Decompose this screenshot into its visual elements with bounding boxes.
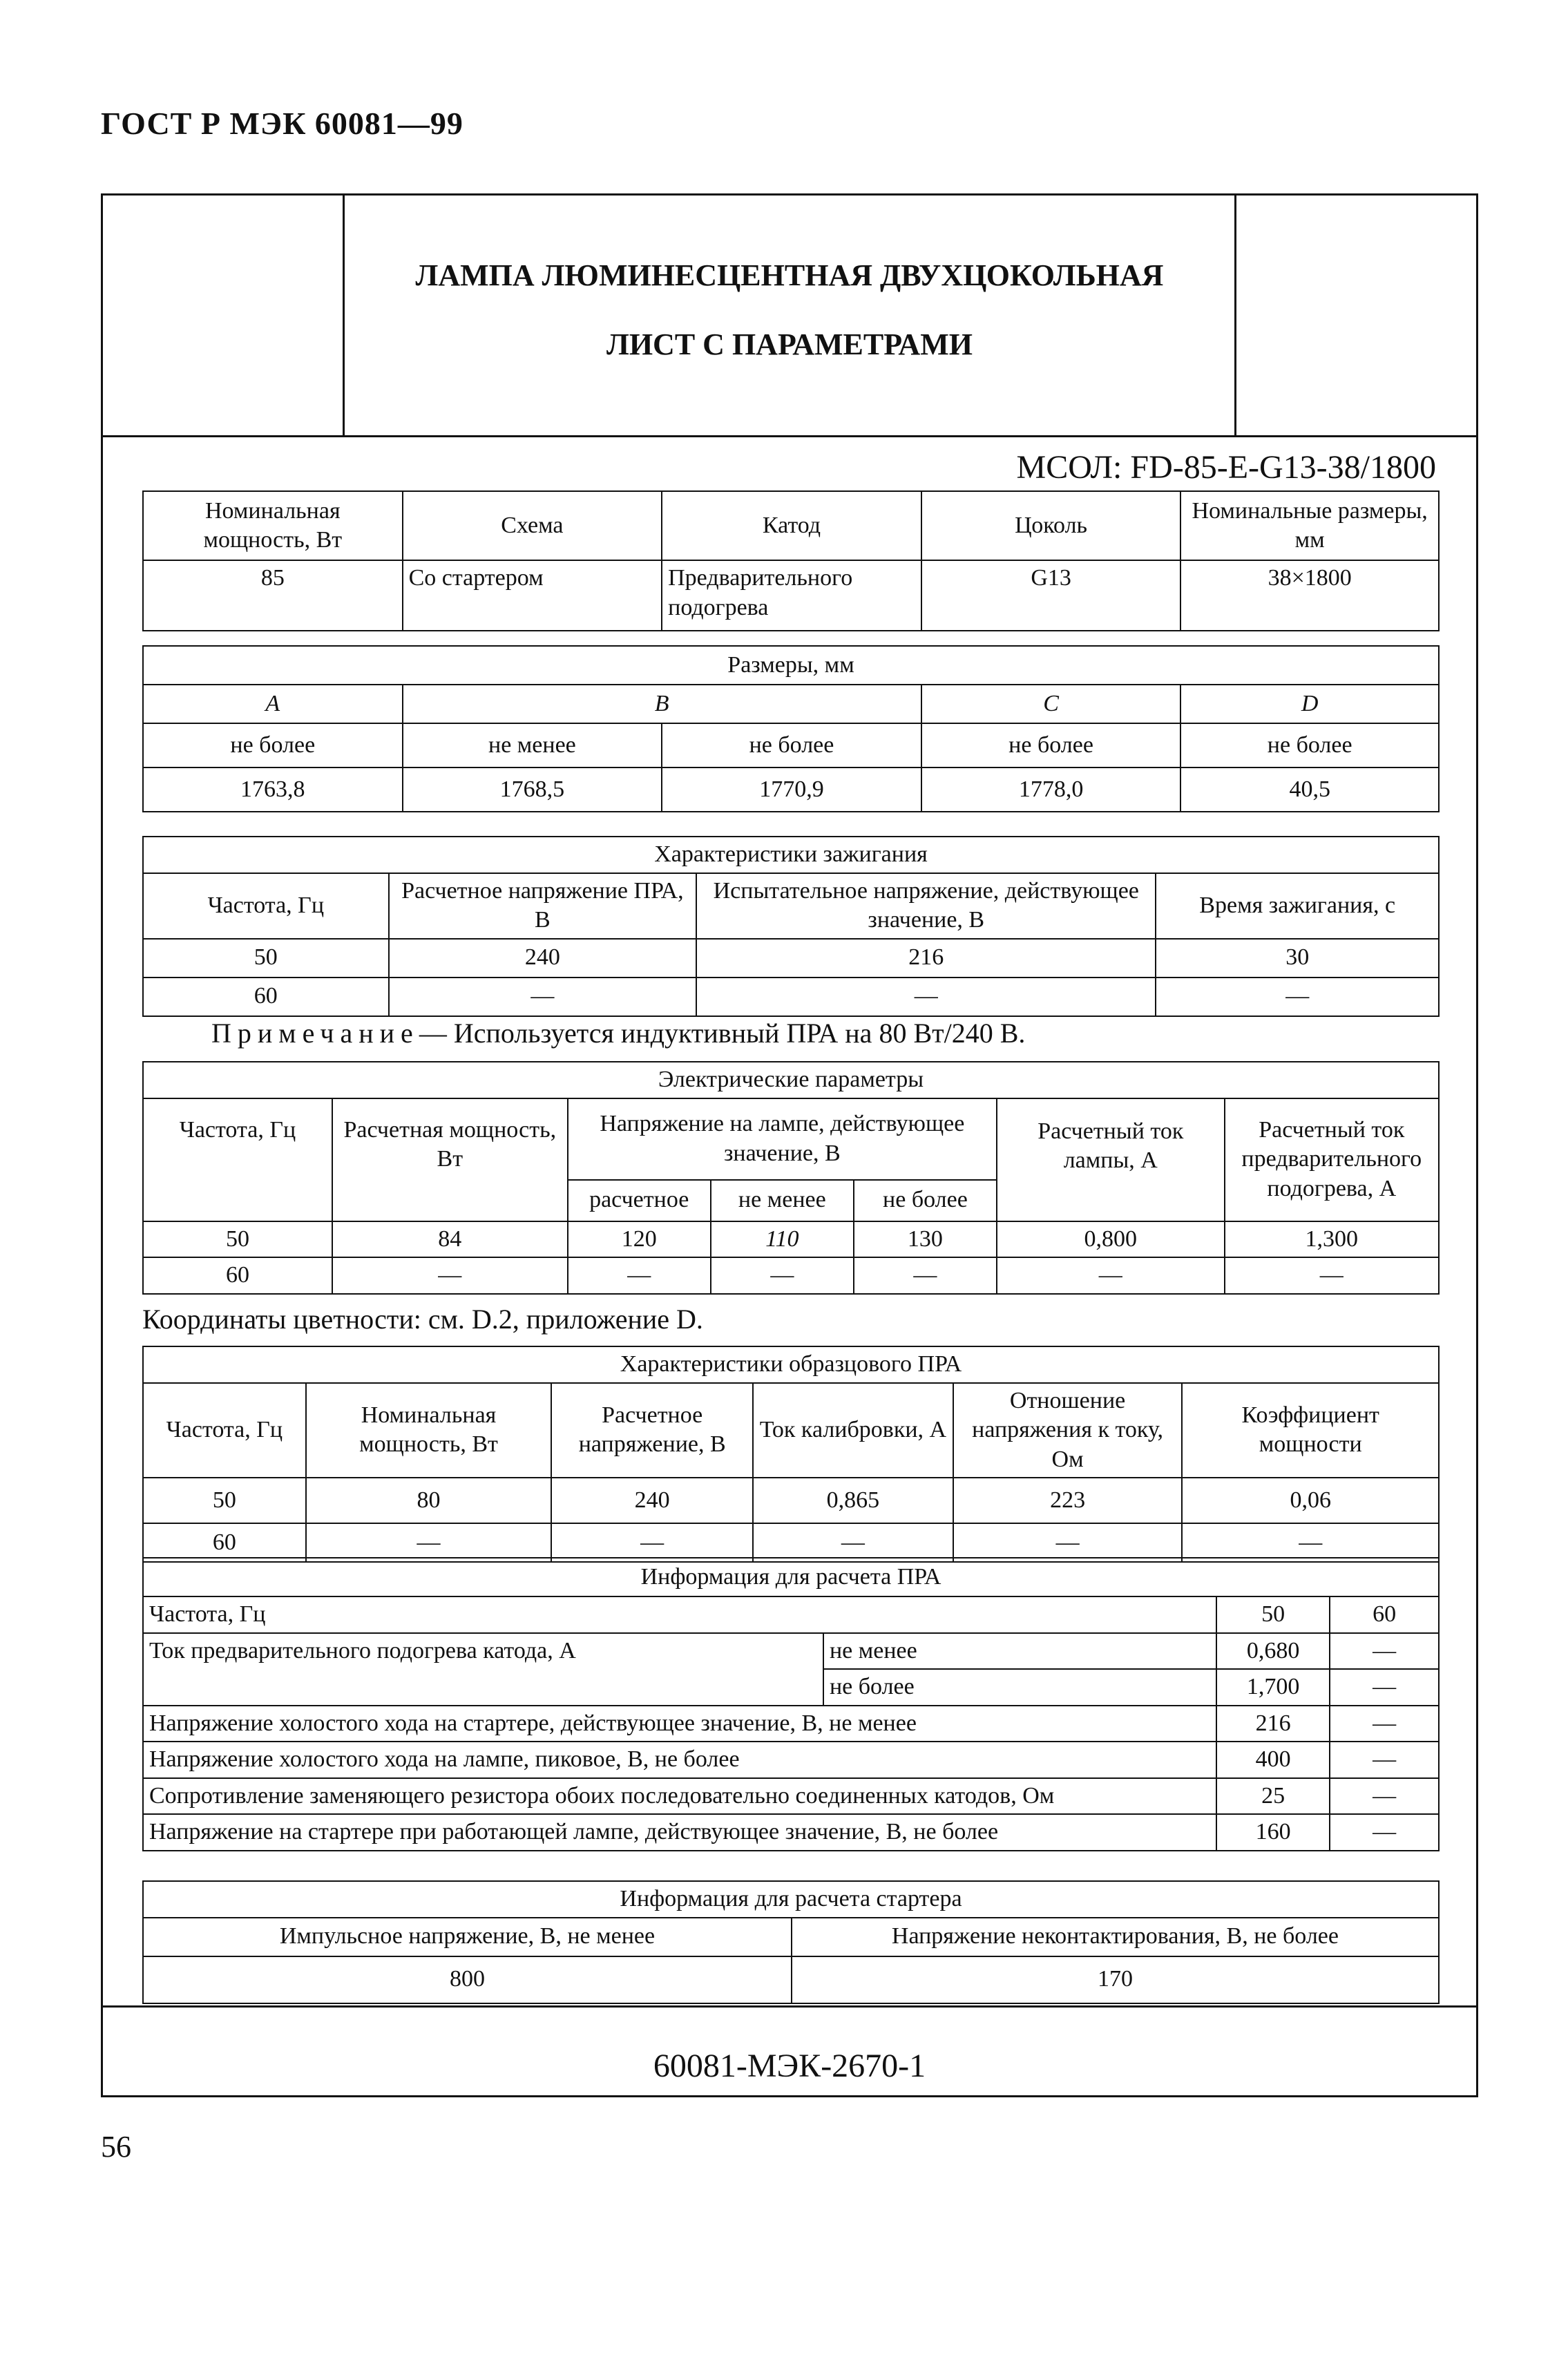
ballast-info-label: Ток предварительного подогрева катода, А — [143, 1633, 823, 1706]
ignition-cell: 216 — [696, 939, 1156, 978]
dimension-limit: не более — [143, 723, 403, 767]
electrical-cell: — — [332, 1257, 568, 1294]
electrical-subheader-cell: не более — [854, 1180, 997, 1221]
ballast-info-sublabel: не менее — [823, 1633, 1216, 1670]
dimension-value: 40,5 — [1180, 767, 1439, 812]
note-text: — Используется индуктивный ПРА на 80 Вт/240 В. — [419, 1018, 1026, 1049]
main-value-cell: 85 — [143, 560, 403, 631]
electrical-cell: 120 — [568, 1221, 711, 1258]
ballast-info-label: Частота, Гц — [143, 1596, 1216, 1633]
dimension-limit: не менее — [403, 723, 662, 767]
electrical-cell: — — [854, 1257, 997, 1294]
starter-info-header-cell: Напряжение неконтактирования, В, не более — [792, 1918, 1439, 1956]
ballast-info-label: Напряжение на стартере при работающей лампе, действующее значение, В, не более — [143, 1814, 1216, 1851]
note-label: Примечание — [211, 1018, 419, 1049]
reference-ballast-cell: — — [306, 1523, 552, 1562]
reference-ballast-cell: 50 — [143, 1478, 306, 1523]
reference-ballast-title: Характеристики образцового ПРА — [143, 1346, 1439, 1383]
ignition-cell: — — [696, 978, 1156, 1016]
title-block — [103, 196, 1476, 437]
dimension-letter: B — [403, 685, 921, 723]
dimension-limit: не более — [662, 723, 921, 767]
starter-info-value: 800 — [143, 1956, 792, 2003]
electrical-cell: — — [1225, 1257, 1439, 1294]
document-header: ГОСТ Р МЭК 60081—99 — [101, 106, 463, 141]
reference-ballast-header-cell: Номинальная мощность, Вт — [306, 1383, 552, 1478]
starter-info-value: 170 — [792, 1956, 1439, 2003]
main-value-cell: G13 — [921, 560, 1180, 631]
ignition-header-cell: Испытательное напряжение, действующее значение, В — [696, 873, 1156, 939]
dimension-letter: A — [143, 685, 403, 723]
electrical-header-cell: Расчетный ток предварительного подогрева, А — [1225, 1098, 1439, 1221]
ballast-info-value: 1,700 — [1216, 1669, 1330, 1706]
dimension-value: 1768,5 — [403, 767, 662, 812]
electrical-cell: 0,800 — [997, 1221, 1225, 1258]
main-header-cell: Катод — [662, 491, 921, 560]
reference-ballast-cell: 0,06 — [1182, 1478, 1439, 1523]
sheet-title: ЛАМПА ЛЮМИНЕСЦЕНТНАЯ ДВУХЦОКОЛЬНАЯ — [415, 258, 1164, 292]
electrical-header-cell: Напряжение на лампе, действующее значение, В — [568, 1098, 997, 1180]
ignition-header-cell: Расчетное напряжение ПРА, В — [389, 873, 697, 939]
dimensions-table — [142, 645, 1440, 812]
dimensions-title: Размеры, мм — [143, 646, 1439, 685]
ballast-info-value: — — [1330, 1778, 1439, 1815]
electrical-cell: 110 — [711, 1221, 854, 1258]
electrical-cell: 50 — [143, 1221, 332, 1258]
ballast-info-label: Сопротивление заменяющего резистора обоих последовательно соединенных катодов, Ом — [143, 1778, 1216, 1815]
ballast-info-value: — — [1330, 1814, 1439, 1851]
reference-ballast-header-cell: Коэффициент мощности — [1182, 1383, 1439, 1478]
ignition-header-cell: Частота, Гц — [143, 873, 389, 939]
reference-ballast-cell: 80 — [306, 1478, 552, 1523]
ballast-info-value: 160 — [1216, 1814, 1330, 1851]
reference-ballast-header-cell: Частота, Гц — [143, 1383, 306, 1478]
main-params-table — [142, 490, 1440, 631]
ballast-info-value: — — [1330, 1742, 1439, 1778]
reference-ballast-header-cell: Расчетное напряжение, В — [551, 1383, 753, 1478]
electrical-subheader-cell: не менее — [711, 1180, 854, 1221]
ballast-info-value: — — [1330, 1706, 1439, 1742]
electrical-header-cell: Расчетная мощность, Вт — [332, 1098, 568, 1221]
main-value-cell: Предварительного подогрева — [662, 560, 921, 631]
electrical-title: Электрические параметры — [143, 1062, 1439, 1098]
ballast-info-label: Напряжение холостого хода на лампе, пиковое, В, не более — [143, 1742, 1216, 1778]
main-value-cell: 38×1800 — [1180, 560, 1439, 631]
electrical-cell: 84 — [332, 1221, 568, 1258]
ignition-cell: 50 — [143, 939, 389, 978]
ballast-info-value: 25 — [1216, 1778, 1330, 1815]
electrical-subheader-cell: расчетное — [568, 1180, 711, 1221]
ballast-info-label: Напряжение холостого хода на стартере, действующее значение, В, не менее — [143, 1706, 1216, 1742]
reference-ballast-cell: 0,865 — [753, 1478, 953, 1523]
ballast-info-table — [142, 1557, 1440, 1851]
ballast-info-value: 216 — [1216, 1706, 1330, 1742]
reference-ballast-header-cell: Отношение напряжения к току, Ом — [953, 1383, 1183, 1478]
starter-info-table — [142, 1880, 1440, 2004]
footer-divider — [103, 2005, 1476, 2008]
electrical-cell: — — [568, 1257, 711, 1294]
main-header-cell: Номинальные размеры, мм — [1180, 491, 1439, 560]
reference-ballast-cell: — — [551, 1523, 753, 1562]
title-right-cell — [1234, 196, 1476, 435]
sheet-number: 60081-МЭК-2670-1 — [653, 2048, 926, 2084]
ignition-cell: 60 — [143, 978, 389, 1016]
reference-ballast-header-cell: Ток калибровки, А — [753, 1383, 953, 1478]
dimension-letter: D — [1180, 685, 1439, 723]
ballast-info-value: 60 — [1330, 1596, 1439, 1633]
chromaticity-note: Координаты цветности: см. D.2, приложение D. — [142, 1304, 703, 1335]
reference-ballast-table — [142, 1346, 1440, 1563]
electrical-header-cell: Расчетный ток лампы, А — [997, 1098, 1225, 1221]
electrical-cell: — — [711, 1257, 854, 1294]
lamp-code: МСОЛ: FD-85-E-G13-38/1800 — [1016, 449, 1436, 486]
electrical-cell: 130 — [854, 1221, 997, 1258]
ballast-info-title: Информация для расчета ПРА — [143, 1558, 1439, 1596]
reference-ballast-cell: 240 — [551, 1478, 753, 1523]
reference-ballast-cell: 60 — [143, 1523, 306, 1562]
dimension-value: 1763,8 — [143, 767, 403, 812]
ballast-info-sublabel: не более — [823, 1669, 1216, 1706]
ballast-info-value: — — [1330, 1633, 1439, 1670]
ballast-info-value: 50 — [1216, 1596, 1330, 1633]
electrical-params-table — [142, 1061, 1440, 1295]
starter-info-header-cell: Импульсное напряжение, В, не менее — [143, 1918, 792, 1956]
main-header-cell: Схема — [403, 491, 662, 560]
ballast-info-value: 0,680 — [1216, 1633, 1330, 1670]
ignition-cell: — — [1156, 978, 1439, 1016]
dimension-limit: не более — [921, 723, 1181, 767]
main-value-cell: Со стартером — [403, 560, 662, 631]
electrical-cell: 60 — [143, 1257, 332, 1294]
ignition-cell: 30 — [1156, 939, 1439, 978]
title-left-cell — [103, 196, 345, 435]
reference-ballast-cell: — — [753, 1523, 953, 1562]
dimension-letter: C — [921, 685, 1181, 723]
dimension-limit: не более — [1180, 723, 1439, 767]
ignition-title: Характеристики зажигания — [143, 837, 1439, 873]
starter-info-title: Информация для расчета стартера — [143, 1881, 1439, 1918]
electrical-cell: — — [997, 1257, 1225, 1294]
electrical-header-cell: Частота, Гц — [143, 1098, 332, 1221]
ignition-cell: — — [389, 978, 697, 1016]
electrical-cell: 1,300 — [1225, 1221, 1439, 1258]
page-number: 56 — [101, 2130, 131, 2164]
ignition-table — [142, 836, 1440, 1017]
dimension-value: 1770,9 — [662, 767, 921, 812]
reference-ballast-cell: — — [953, 1523, 1183, 1562]
ignition-note — [211, 1017, 1025, 1049]
main-header-cell: Цоколь — [921, 491, 1180, 560]
reference-ballast-cell: 223 — [953, 1478, 1183, 1523]
main-header-cell: Номинальная мощность, Вт — [143, 491, 403, 560]
ignition-cell: 240 — [389, 939, 697, 978]
dimension-value: 1778,0 — [921, 767, 1181, 812]
sheet-subtitle: ЛИСТ С ПАРАМЕТРАМИ — [606, 327, 973, 361]
ballast-info-value: — — [1330, 1669, 1439, 1706]
ballast-info-value: 400 — [1216, 1742, 1330, 1778]
reference-ballast-cell: — — [1182, 1523, 1439, 1562]
ignition-header-cell: Время зажигания, с — [1156, 873, 1439, 939]
